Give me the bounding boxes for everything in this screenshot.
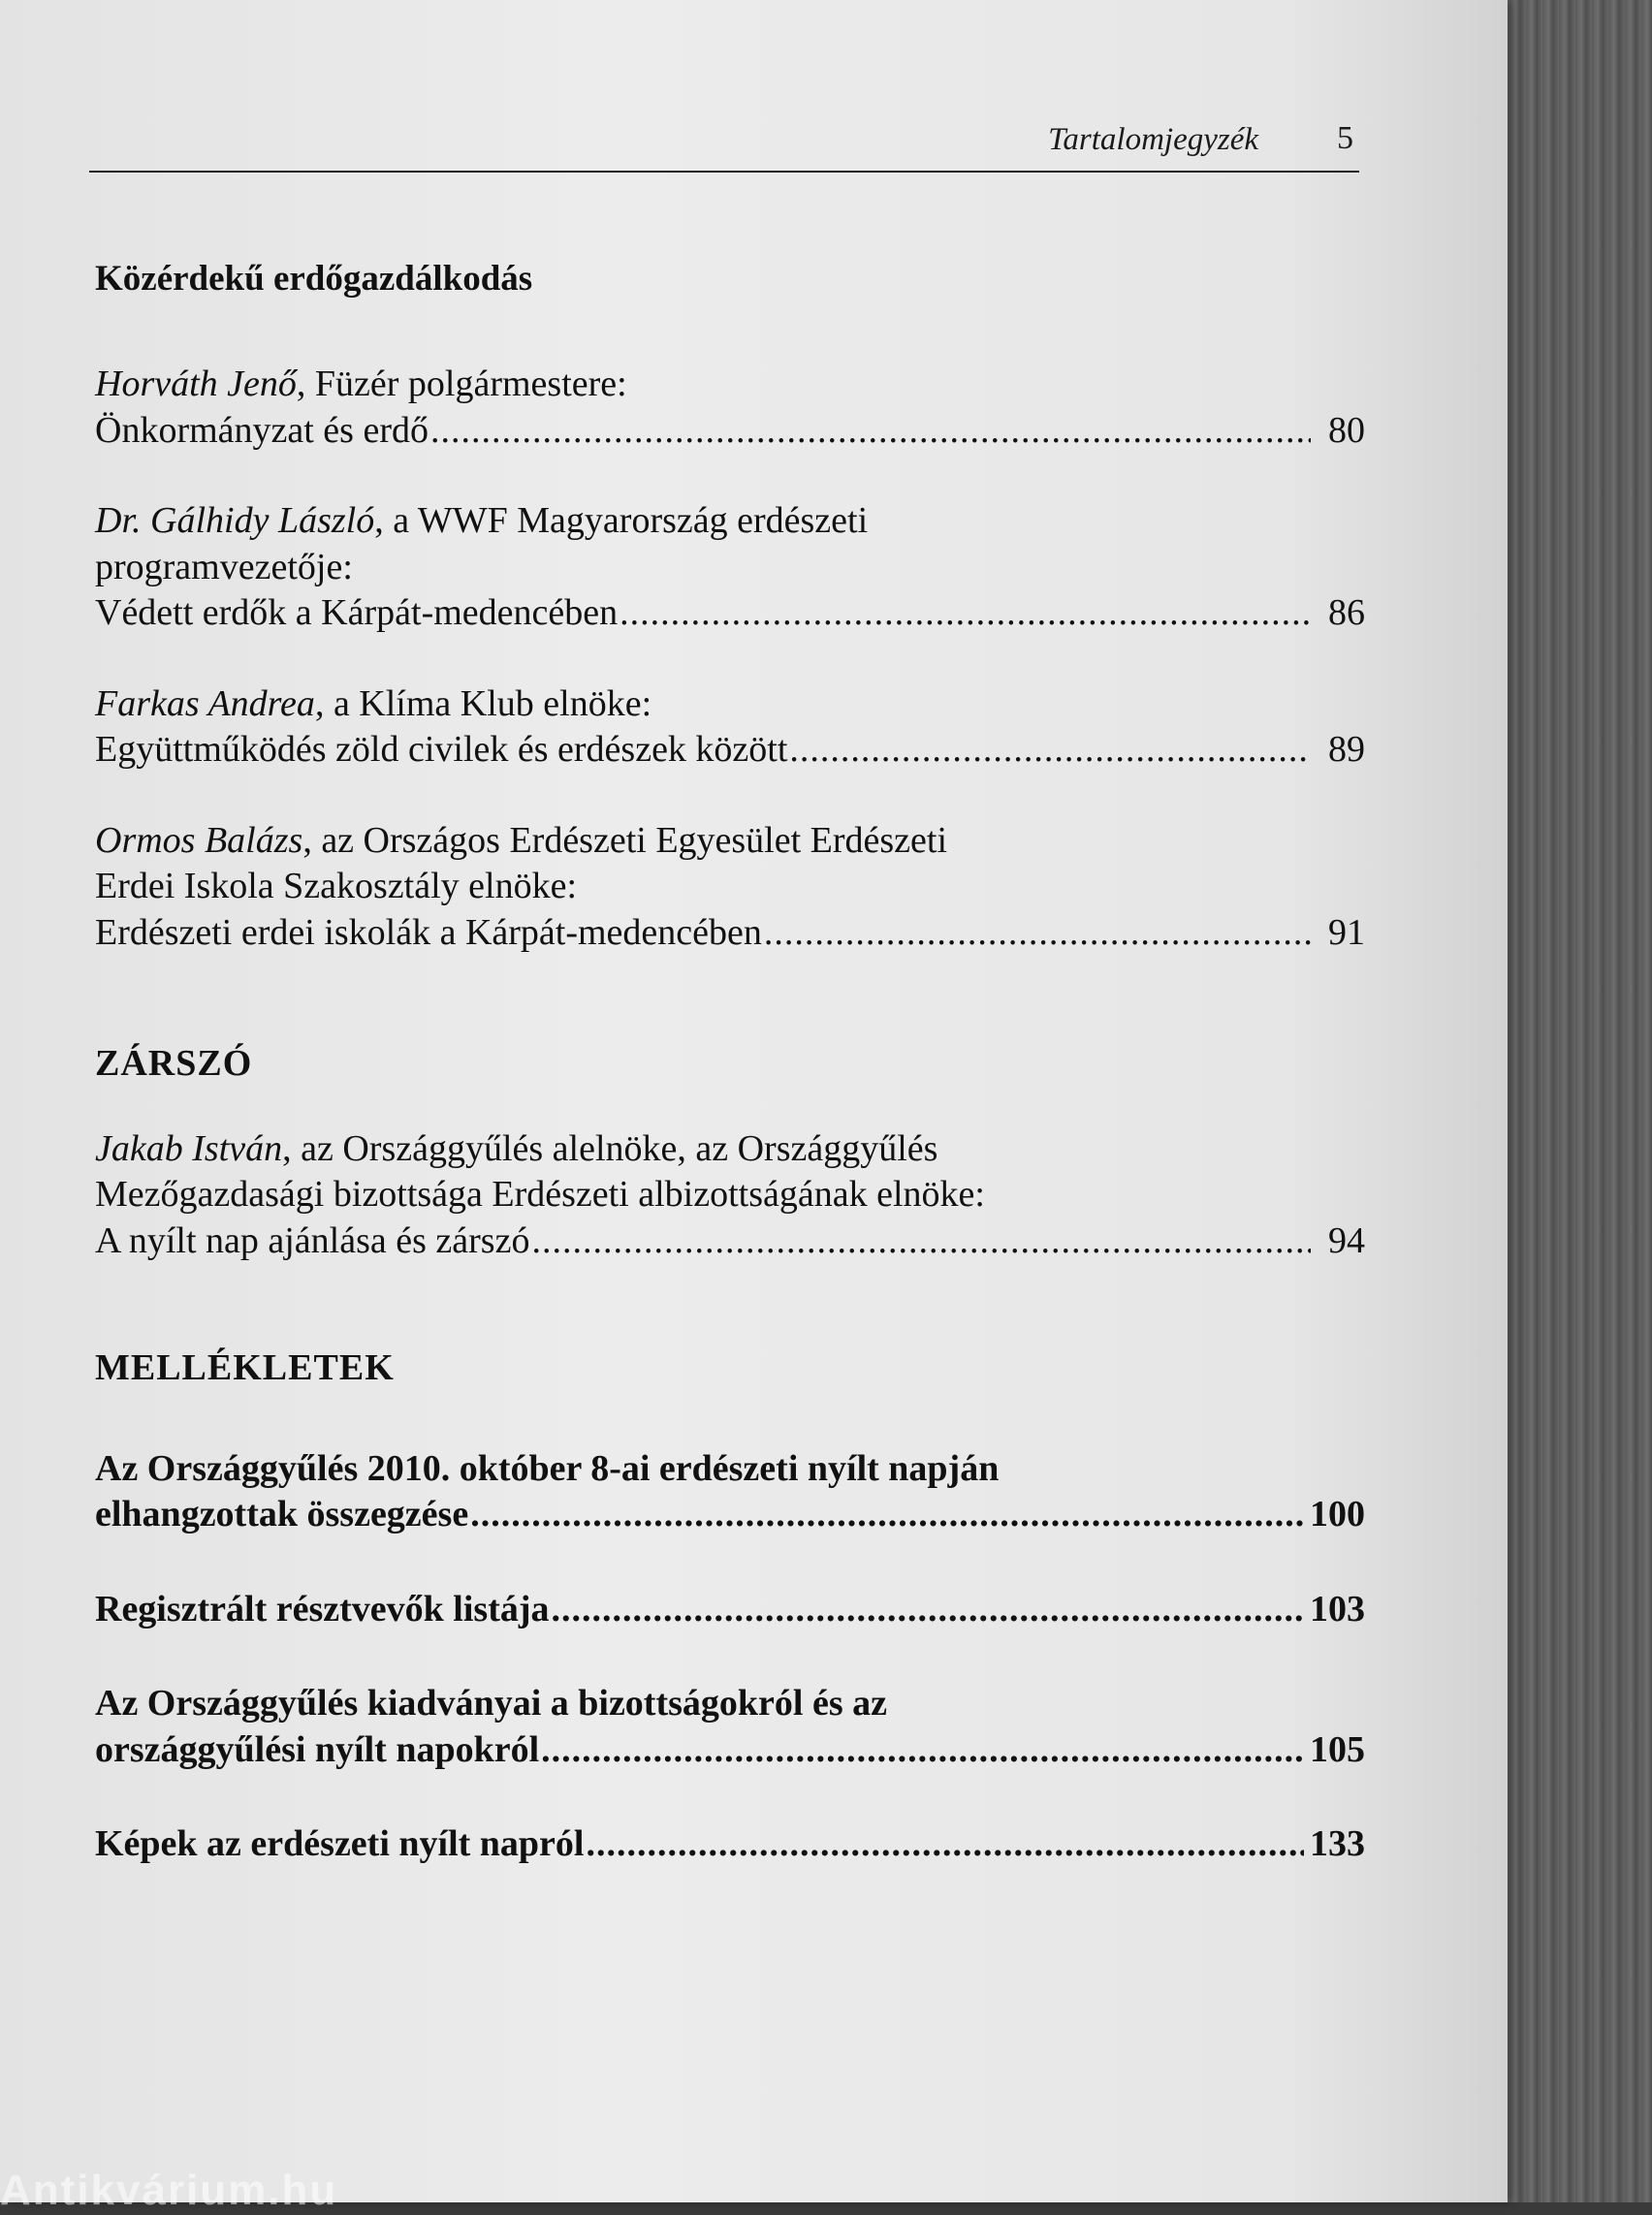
running-title: Tartalomjegyzék [1048, 122, 1258, 157]
toc-line [95, 1218, 1365, 1265]
entry-title: A nyílt nap ajánlása és zárszó [95, 1219, 530, 1261]
dot-leader [430, 408, 1311, 455]
entry-title: Önkormányzat és erdő [95, 409, 429, 451]
page-number: 103 [1310, 1588, 1365, 1630]
toc-entry [95, 1446, 1365, 1538]
page-number: 80 [1328, 409, 1365, 451]
dot-leader [620, 590, 1311, 637]
author-role: , a Klíma Klub elnöke: [314, 682, 652, 724]
author-role: , az Országgyűlés alelnöke, az Országgyűlés [282, 1127, 938, 1169]
author-line [95, 1126, 1365, 1173]
toc-line [95, 1587, 1365, 1633]
toc-line [95, 1492, 1365, 1538]
entry-title: elhangzottak összegzése [95, 1494, 469, 1535]
dot-leader [586, 1821, 1304, 1868]
toc-entry [95, 498, 1365, 637]
entry-title-line: Az Országgyűlés kiadványai a bizottságokról és az [95, 1683, 887, 1725]
page-number: 100 [1310, 1494, 1365, 1535]
toc-line [95, 408, 1365, 455]
page-number: 89 [1328, 729, 1365, 771]
dot-leader [764, 910, 1311, 957]
entry-title: Regisztrált résztvevők listája [95, 1588, 550, 1630]
toc-entry [95, 681, 1365, 774]
author-name: Horváth Jenő [95, 364, 297, 405]
author-role-continued: programvezetője: [95, 546, 353, 587]
author-name: Jakab István [95, 1127, 283, 1169]
dot-leader [531, 1218, 1311, 1265]
watermark: Antikvárium.hu [0, 2167, 338, 2214]
author-role-continued: Mezőgazdasági bizottsága Erdészeti albizottságának elnöke: [95, 1174, 985, 1216]
entry-title-line: Az Országgyűlés 2010. október 8-ai erdészeti nyílt napján [95, 1447, 1000, 1489]
author-line [95, 498, 1365, 545]
author-role: , Füzér polgármestere: [296, 364, 627, 405]
author-role-continued: Erdei Iskola Szakosztály elnöke: [95, 866, 578, 907]
section-heading: Közérdekű erdőgazdálkodás [95, 259, 533, 299]
section-heading: ZÁRSZÓ [95, 1043, 253, 1085]
author-line [95, 818, 1365, 865]
page-number: 105 [1310, 1728, 1365, 1770]
author-role: , az Országos Erdészeti Egyesület Erdészeti [302, 819, 948, 861]
section-heading: MELLÉKLETEK [95, 1347, 395, 1389]
dot-leader [789, 727, 1311, 774]
page-number: 86 [1328, 592, 1365, 634]
toc-entry [95, 1821, 1365, 1868]
entry-title: Erdészeti erdei iskolák a Kárpát-medencében [95, 911, 762, 953]
toc-line [95, 1821, 1365, 1868]
toc-entry [95, 1587, 1365, 1633]
dot-leader [470, 1492, 1304, 1538]
entry-title: Együttműködés zöld civilek és erdészek között [95, 729, 788, 771]
author-name: Dr. Gálhidy László [95, 500, 375, 542]
entry-title: Képek az erdészeti nyílt napról [95, 1823, 585, 1865]
entry-title: országgyűlési nyílt napokról [95, 1728, 540, 1770]
toc-line [95, 910, 1365, 957]
toc-entry [95, 362, 1365, 454]
toc-line [95, 727, 1365, 774]
page-number: 133 [1310, 1823, 1365, 1865]
toc-entry [95, 818, 1365, 957]
author-line [95, 681, 1365, 728]
toc-entry [95, 1126, 1365, 1265]
author-name: Farkas Andrea [95, 682, 315, 724]
toc-line [95, 590, 1365, 637]
table-of-contents [95, 257, 1365, 1868]
dot-leader [552, 1587, 1304, 1633]
author-line [95, 362, 1365, 408]
toc-entry [95, 1681, 1365, 1773]
page-number: 91 [1328, 911, 1365, 953]
dot-leader [541, 1727, 1304, 1774]
running-page-number: 5 [1337, 120, 1353, 156]
toc-line [95, 1727, 1365, 1774]
entry-title: Védett erdők a Kárpát-medencében [95, 592, 619, 634]
page-number: 94 [1328, 1219, 1365, 1261]
background-spine [1493, 0, 1652, 2202]
running-header [89, 116, 1359, 173]
author-role: , a WWF Magyarország erdészeti [374, 500, 869, 542]
author-name: Ormos Balázs [95, 819, 303, 861]
